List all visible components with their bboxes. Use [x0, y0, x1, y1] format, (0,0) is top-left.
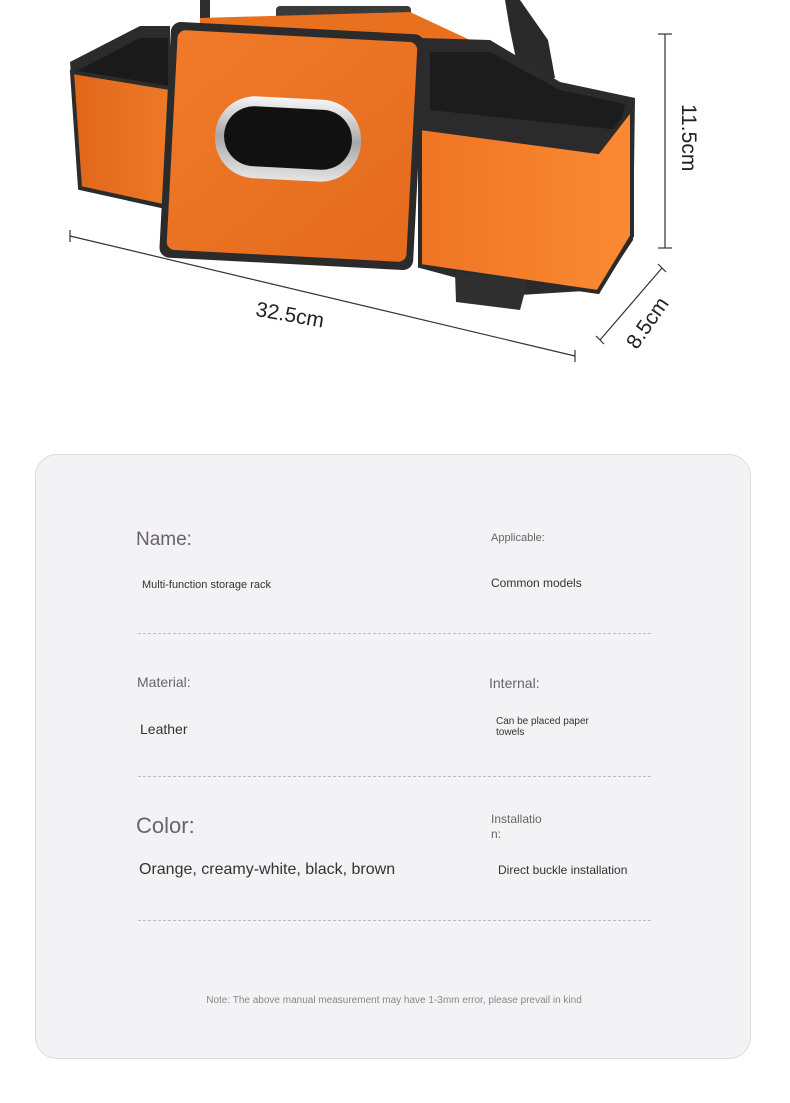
material-value: Leather — [140, 721, 188, 737]
depth-dimension-label: 8.5cm — [622, 293, 674, 354]
internal-value-line-2: towels — [496, 727, 525, 738]
internal-label: Internal: — [489, 675, 540, 691]
storage-rack-image — [0, 0, 790, 420]
internal-value — [496, 716, 589, 738]
divider-1 — [138, 633, 651, 634]
internal-value-line-1: Can be placed paper — [496, 716, 589, 727]
installation-value: Direct buckle installation — [498, 863, 628, 877]
applicable-label: Applicable: — [491, 532, 545, 544]
color-value: Orange, creamy-white, black, brown — [139, 861, 396, 878]
name-label: Name: — [136, 529, 192, 550]
specification-card — [35, 454, 751, 1059]
tissue-opening — [223, 105, 354, 172]
product-illustration — [0, 0, 790, 420]
installation-label-line-2: n: — [491, 827, 502, 841]
color-label: Color: — [136, 813, 195, 838]
divider-3 — [138, 920, 651, 921]
installation-label — [491, 812, 542, 842]
divider-2 — [138, 776, 651, 777]
installation-label-line-1: Installatio — [491, 812, 542, 826]
measurement-note: Note: The above manual measurement may have 1-3mm error, please prevail in kind — [206, 995, 582, 1006]
left-compartment-face — [72, 72, 172, 208]
name-value: Multi-function storage rack — [142, 579, 271, 591]
applicable-value: Common models — [491, 576, 582, 590]
material-label: Material: — [137, 674, 191, 690]
height-dimension-label: 11.5cm — [677, 104, 700, 172]
width-dimension-label: 32.5cm — [254, 298, 326, 333]
